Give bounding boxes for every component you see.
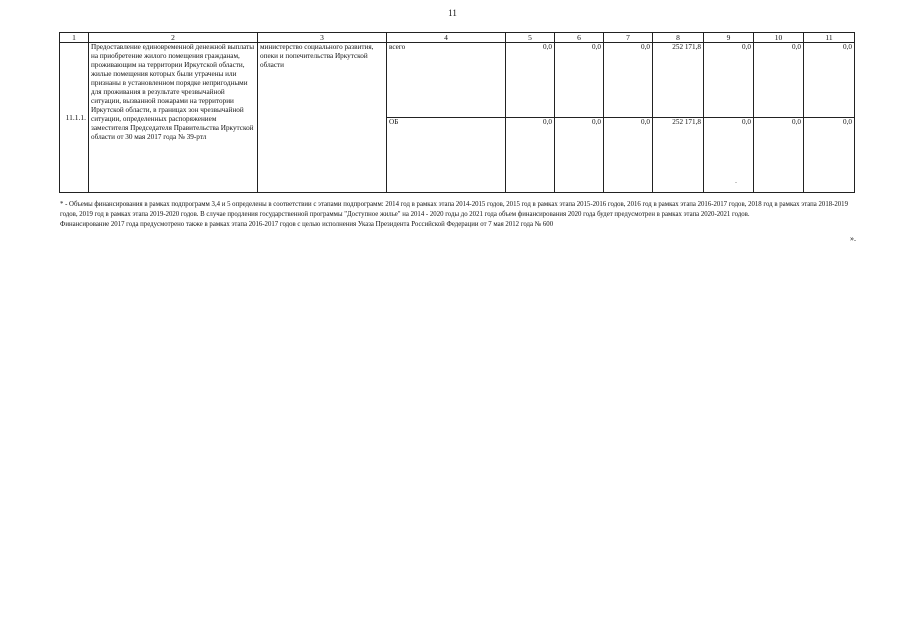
value-cell: 0,0	[804, 43, 855, 118]
page-number: 11	[448, 8, 457, 18]
column-header: 1	[60, 33, 89, 43]
item-description: Предоставление единовременной денежной выплаты на приобретение жилого помещения гражданам, проживающим на территории Иркутской области, жилые помещения которых были утрачены или признаны в установленном порядке непригодными для проживания в результате чрезвычайной ситуации, вызванной пожарами на территории Иркутской области, в границах зон чрезвычайной ситуации, определенных распоряжением заместителя Председателя Правительства Иркутской области от 30 мая 2017 года № 39-ртл	[91, 43, 255, 141]
column-header: 4	[387, 33, 506, 43]
financing-table	[59, 32, 855, 193]
value-cell: 0,0	[555, 118, 604, 193]
value-cell: 0,0	[555, 43, 604, 118]
item-description-cell	[89, 43, 258, 193]
value-cell: 0,0	[704, 118, 754, 193]
funding-source: ОБ	[387, 118, 506, 193]
value-cell: 252 171,8	[653, 118, 704, 193]
footnote-financing-note: Финансирование 2017 года предусмотрено также в рамках этапа 2016-2017 годов с целью исполнения Указа Президента Российской Федерации от 7 мая 2012 года № 600	[60, 221, 554, 228]
column-header: 10	[754, 33, 804, 43]
column-header: 5	[506, 33, 555, 43]
footnote	[60, 200, 850, 230]
column-header: 7	[604, 33, 653, 43]
column-header: 6	[555, 33, 604, 43]
value-cell: 0,0	[804, 118, 855, 193]
column-header: 9	[704, 33, 754, 43]
value-cell: 0,0	[506, 118, 555, 193]
value-cell: 0,0	[506, 43, 555, 118]
value-cell: 252 171,8	[653, 43, 704, 118]
closing-quote: ».	[850, 234, 856, 243]
funding-source: всего	[387, 43, 506, 118]
table-header-row	[60, 33, 855, 43]
value-cell: 0,0	[604, 118, 653, 193]
column-header: 2	[89, 33, 258, 43]
footnote-text: * - Объемы финансирования в рамках подпрограмм 3,4 и 5 определены в соответствии с этапами подпрограмм: 2014 год в рамках этапа 2014-2015 годов, 2015 год в рамках этапа 2015-2016 годов, 2016 год в рамках этапа 2016-2017 годов, 2018 год в рамках этапа 2018-2019 годов, 2019 год в рамках этапа 2019-2020 годов. В случае продления государственной программы "Доступное жилье" на 2014 - 2020 годы до 2021 года объем финансирования 2020 года будет предусмотрен в рамках этапа 2020-2021 годов.	[60, 201, 848, 218]
column-header: 3	[258, 33, 387, 43]
value-cell: 0,0	[604, 43, 653, 118]
value-cell: 0,0	[704, 43, 754, 118]
item-executor: министерство социального развития, опеки и попечительства Иркутской области	[258, 43, 387, 193]
column-header: 11	[804, 33, 855, 43]
table-row	[60, 43, 855, 118]
column-header: 8	[653, 33, 704, 43]
value-cell: 0,0	[754, 118, 804, 193]
stray-mark: -	[735, 180, 737, 186]
item-code: 11.1.1.	[60, 43, 89, 193]
value-cell: 0,0	[754, 43, 804, 118]
